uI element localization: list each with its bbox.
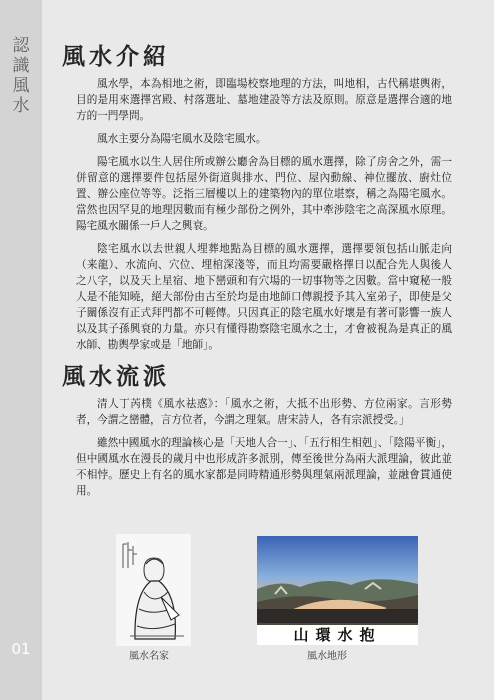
paragraph: 風水學，本為相地之術，即臨場校察地理的方法，叫地相，古代稱堪輿術，目的是用來選擇宮殿、村落選址、墓地建設等方法及原則。原意是選擇合適的地方的一門學問。 — [76, 78, 452, 122]
page-number: 01 — [11, 640, 31, 658]
paragraph: 清人丁芮樸《風水祛惑》：「風水之術，大抵不出形勢、方位兩家。言形勢者，今謂之巒體，言方位者，今謂之理氣。唐宋詩人，各有宗派授受。」 — [76, 398, 452, 426]
paragraph: 陰宅風水以去世親人埋葬地點為目標的風水選擇，選擇要領包括山脈走向（来龍）、水流向、穴位、埋棺深淺等，而且均需要嚴格擇日以配合先人與後人之八字，以及天上星宿、地下巒頭和有穴場的一切事物等之因數。當中窺秘一般人是不能知曉，絕大部份由古至於均是由地師口傳親授予其入室弟子，即使是父子關係沒有正式拜門都不可輕傳。只因真正的陰宅風水好壞是有著可影響一族人以及其子孫興衰的力量。亦只有懂得勘察陰宅風水之士，才會被視為是真正的風水師、勘輿學家或是「地師」。 — [76, 243, 452, 351]
sidebar-title: 認識風水 — [12, 36, 30, 116]
paragraph: 雖然中國風水的理論核心是「天地人合一」、「五行相生相剋」、「陰陽平衡」，但中國風水在漫長的歲月中也形成許多派別，傳至後世分為兩大派理論，彼此並不相悖。歷史上有名的風水家都是同時精通形勢與理氣兩派理論，並融會貫通使用。 — [76, 437, 452, 497]
landscape-stamp: 山環水抱 — [257, 625, 418, 645]
section-intro — [56, 40, 474, 353]
left-caption: 風水名家 — [129, 651, 169, 662]
paragraph: 陽宅風水以生人居住所或辦公廳舍為目標的風水選擇，除了房舍之外，需一併留意的選擇要件包括屋外街道與排水、門位、屋內動線、神位擺放、廚灶位置、辦公座位等等。泛指三層樓以上的建築物內的單位堪察，稱之為陽宅風水。當然也因罕見的地理因數而有極少部份之例外，其中牽涉陰宅之高深風水原理。陽宅風水關係一戶人之興衰。 — [76, 156, 452, 232]
paragraph: 風水主要分為陽宅風水及陰宅風水。 — [97, 133, 267, 145]
sidebar — [0, 0, 42, 700]
section-heading: 風水流派 — [62, 363, 170, 390]
section-schools — [56, 360, 474, 499]
figure-row — [116, 534, 476, 664]
feng-shui-master-illustration — [116, 534, 191, 646]
main-content — [56, 40, 474, 506]
section-heading: 風水介紹 — [62, 43, 170, 70]
landscape-photo — [257, 536, 418, 645]
right-caption: 風水地形 — [307, 651, 347, 662]
